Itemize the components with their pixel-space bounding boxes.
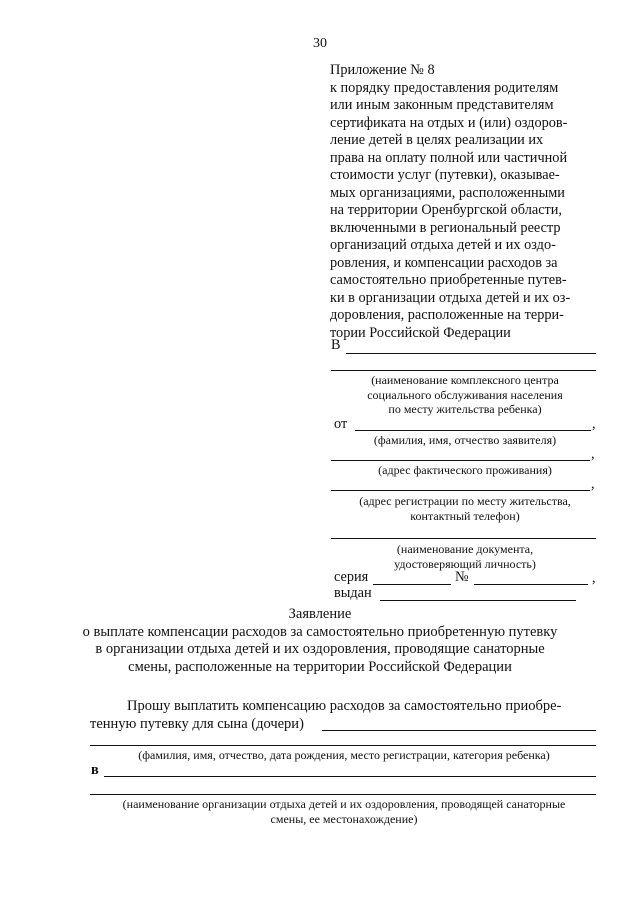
title-line: о выплате компенсации расходов за самостоятельно приобретенную путевку [82,623,558,640]
series-field[interactable] [373,584,451,585]
header-line: ровления, и компенсации расходов за [330,254,558,271]
caption-line: (адрес регистрации по месту жительства, [359,494,571,508]
header-line: включенными в региональный реестр [330,219,561,236]
organization-field-cont[interactable] [90,794,596,795]
caption-line: по месту жительства ребенка) [388,402,542,416]
applicant-name-field[interactable] [355,430,591,431]
header-line: организаций отдыха детей и их оздо- [330,237,556,253]
child-field-cont[interactable] [90,745,596,746]
page-number: 30 [313,36,327,51]
header-line: к порядку предоставления родителям [330,79,559,96]
organization-caption [90,797,598,826]
comma: , [591,446,595,462]
header-line: ки в организации отдыха детей и их оз- [330,289,571,306]
header-line: стоимости услуг (путевки), оказывае- [330,167,560,183]
caption-line: (наименование документа, [396,542,534,556]
number-field[interactable] [474,584,588,585]
header-line: сертификата на отдых и (или) оздоров- [330,114,568,131]
actual-address-field[interactable] [331,460,590,461]
header-line: тории Российской Федерации [330,324,511,341]
fio-caption: (фамилия, имя, отчество заявителя) [373,433,557,447]
comma: , [592,570,596,586]
organization-field[interactable] [104,776,596,777]
header-line: доровления, расположенные на терри- [330,307,564,323]
issued-label: выдан [334,585,372,601]
issued-field[interactable] [380,600,576,601]
child-caption: (фамилия, имя, отчество, дата рождения, место регистрации, категория ребенка) [138,748,550,762]
in-label: в [91,762,99,778]
header-line: или иным законным представителям [330,97,554,113]
registration-address-field[interactable] [331,490,590,491]
appendix-header [330,62,602,342]
to-label: В [331,337,341,353]
header-line: права на оплату полной или частичной [330,149,568,166]
caption-line: смены, ее местонахождение) [270,811,418,826]
address-caption: (адрес фактического проживания) [378,463,552,477]
title-heading: Заявление [288,606,352,622]
comma: , [592,416,596,432]
header-line: ление детей в целях реализации их [330,132,544,148]
header-line: Приложение № 8 [330,62,435,78]
caption-line: (наименование комплексного центра [371,373,559,387]
to-field[interactable] [346,353,596,354]
from-label: от [334,416,348,432]
statement-title [0,606,640,676]
caption-line: удостоверяющий личность) [394,556,536,571]
caption-line: контактный телефон) [410,508,520,523]
header-line: самостоятельно приобретенные путев- [330,272,567,288]
header-line: мых организациями, расположенными [330,184,565,201]
header-line: на территории Оренбургской области, [330,202,563,218]
center-caption [331,373,599,417]
number-label: № [455,569,469,585]
title-line: в организации отдыха детей и их оздоровления, проводящие санаторные [95,641,545,657]
caption-line: социального обслуживания населения [367,387,563,402]
comma: , [591,476,595,492]
to-field-cont[interactable] [331,370,596,371]
document-caption [331,542,599,571]
title-line: смены, расположенные на территории Российской Федерации [128,658,512,675]
registration-caption [331,494,599,523]
body-line: Прошу выплатить компенсацию расходов за самостоятельно приобре- [127,698,562,714]
body-line: тенную путевку для сына (дочери) [90,716,304,732]
caption-line: (наименование организации отдыха детей и их оздоровления, проводящей санаторные [122,797,566,811]
id-document-field[interactable] [331,538,596,539]
child-field[interactable] [322,730,596,731]
series-label: серия [334,569,369,585]
